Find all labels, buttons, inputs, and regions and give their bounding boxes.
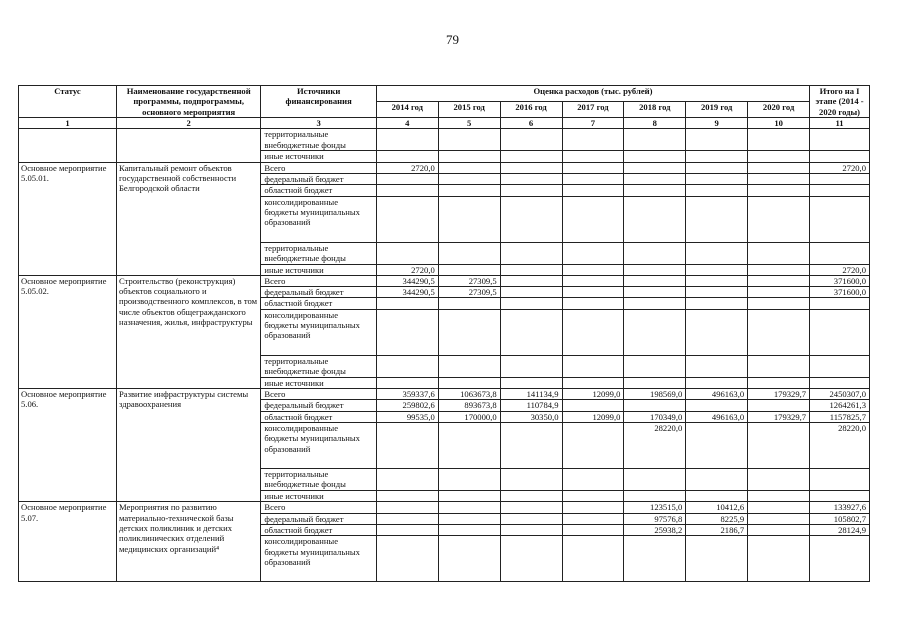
year-value-cell: [624, 242, 686, 264]
year-value-cell: [624, 162, 686, 173]
total-value-cell: [810, 536, 870, 582]
year-value-cell: [562, 377, 624, 388]
column-number: 3: [261, 117, 377, 128]
year-value-cell: [624, 536, 686, 582]
total-value-cell: 2720,0: [810, 264, 870, 275]
total-value-cell: 28220,0: [810, 423, 870, 469]
year-value-cell: [376, 513, 438, 524]
year-value-cell: [624, 469, 686, 491]
year-value-cell: 30350,0: [500, 411, 562, 422]
year-value-cell: [500, 491, 562, 502]
year-value-cell: [686, 151, 748, 162]
table-row: [19, 502, 870, 513]
year-value-cell: [562, 502, 624, 513]
year-value-cell: [438, 309, 500, 355]
year-value-cell: [376, 469, 438, 491]
funding-source-cell: иные источники: [261, 377, 377, 388]
header-year: 2020 год: [748, 101, 810, 117]
year-value-cell: [438, 513, 500, 524]
funding-source-cell: федеральный бюджет: [261, 287, 377, 298]
year-value-cell: [438, 536, 500, 582]
header-total: Итого на I этапе (2014 - 2020 годы): [810, 86, 870, 118]
year-value-cell: [438, 264, 500, 275]
year-value-cell: [686, 469, 748, 491]
year-value-cell: [562, 162, 624, 173]
year-value-cell: 2720,0: [376, 162, 438, 173]
year-value-cell: [624, 151, 686, 162]
funding-source-cell: консолидированные бюджеты муниципальных образований: [261, 423, 377, 469]
year-value-cell: 179329,7: [748, 411, 810, 422]
year-value-cell: [686, 491, 748, 502]
year-value-cell: [748, 400, 810, 411]
year-value-cell: 496163,0: [686, 411, 748, 422]
year-value-cell: [500, 196, 562, 242]
year-value-cell: [500, 469, 562, 491]
year-value-cell: [686, 129, 748, 151]
year-value-cell: 27309,5: [438, 275, 500, 286]
total-value-cell: 105802,7: [810, 513, 870, 524]
year-value-cell: [624, 264, 686, 275]
year-value-cell: [562, 151, 624, 162]
year-value-cell: [624, 287, 686, 298]
year-value-cell: [500, 287, 562, 298]
year-value-cell: [624, 491, 686, 502]
year-value-cell: 893673,8: [438, 400, 500, 411]
year-value-cell: [562, 491, 624, 502]
status-cell: Основное мероприятие 5.05.01.: [19, 162, 117, 275]
year-value-cell: [748, 287, 810, 298]
funding-source-cell: консолидированные бюджеты муниципальных образований: [261, 309, 377, 355]
year-value-cell: [562, 524, 624, 535]
year-value-cell: [438, 377, 500, 388]
year-value-cell: 344290,5: [376, 275, 438, 286]
program-name-cell: Развитие инфраструктуры системы здравоохранения: [116, 389, 260, 502]
year-value-cell: [748, 309, 810, 355]
funding-source-cell: Всего: [261, 389, 377, 400]
year-value-cell: 1063673,8: [438, 389, 500, 400]
year-value-cell: 170000,0: [438, 411, 500, 422]
funding-source-cell: консолидированные бюджеты муниципальных образований: [261, 196, 377, 242]
table-header: [19, 86, 870, 129]
status-cell: Основное мероприятие 5.05.02.: [19, 275, 117, 388]
total-value-cell: 371600,0: [810, 275, 870, 286]
header-year: 2017 год: [562, 101, 624, 117]
funding-source-cell: Всего: [261, 502, 377, 513]
year-value-cell: [376, 298, 438, 309]
year-value-cell: 12099,0: [562, 411, 624, 422]
year-value-cell: [376, 355, 438, 377]
funding-source-cell: территориальные внебюджетные фонды: [261, 469, 377, 491]
year-value-cell: [624, 275, 686, 286]
year-value-cell: [624, 355, 686, 377]
year-value-cell: [686, 309, 748, 355]
status-cell: Основное мероприятие 5.07.: [19, 502, 117, 582]
year-value-cell: [562, 536, 624, 582]
year-value-cell: [686, 423, 748, 469]
year-value-cell: [500, 185, 562, 196]
year-value-cell: [686, 287, 748, 298]
total-value-cell: 2450307,0: [810, 389, 870, 400]
year-value-cell: 123515,0: [624, 502, 686, 513]
year-value-cell: 259802,6: [376, 400, 438, 411]
year-value-cell: [748, 423, 810, 469]
year-value-cell: [624, 400, 686, 411]
year-value-cell: [376, 129, 438, 151]
year-value-cell: [500, 377, 562, 388]
total-value-cell: 2720,0: [810, 162, 870, 173]
year-value-cell: [500, 151, 562, 162]
year-value-cell: 179329,7: [748, 389, 810, 400]
year-value-cell: [376, 173, 438, 184]
year-value-cell: [376, 196, 438, 242]
year-value-cell: [438, 469, 500, 491]
program-name-cell: Капитальный ремонт объектов государственной собственности Белгородской области: [116, 162, 260, 275]
year-value-cell: [748, 196, 810, 242]
year-value-cell: [500, 264, 562, 275]
year-value-cell: [376, 309, 438, 355]
year-value-cell: [748, 536, 810, 582]
expense-table: [18, 85, 870, 582]
year-value-cell: [562, 242, 624, 264]
funding-source-cell: областной бюджет: [261, 185, 377, 196]
year-value-cell: [562, 173, 624, 184]
year-value-cell: [500, 536, 562, 582]
year-value-cell: [500, 309, 562, 355]
header-year: 2015 год: [438, 101, 500, 117]
header-year: 2018 год: [624, 101, 686, 117]
year-value-cell: [500, 513, 562, 524]
total-value-cell: 133927,6: [810, 502, 870, 513]
year-value-cell: 110784,9: [500, 400, 562, 411]
funding-source-cell: областной бюджет: [261, 524, 377, 535]
column-number: 8: [624, 117, 686, 128]
year-value-cell: [686, 242, 748, 264]
year-value-cell: 25938,2: [624, 524, 686, 535]
year-value-cell: [562, 423, 624, 469]
year-value-cell: [500, 173, 562, 184]
total-value-cell: [810, 377, 870, 388]
year-value-cell: 344290,5: [376, 287, 438, 298]
year-value-cell: [562, 287, 624, 298]
year-value-cell: [624, 185, 686, 196]
year-value-cell: [562, 185, 624, 196]
year-value-cell: [376, 185, 438, 196]
table-row: [19, 389, 870, 400]
year-value-cell: [500, 275, 562, 286]
year-value-cell: [562, 400, 624, 411]
column-number: 11: [810, 117, 870, 128]
year-value-cell: [376, 242, 438, 264]
year-value-cell: 28220,0: [624, 423, 686, 469]
year-value-cell: [562, 309, 624, 355]
year-value-cell: [562, 298, 624, 309]
year-value-cell: [438, 129, 500, 151]
year-value-cell: 10412,6: [686, 502, 748, 513]
year-value-cell: [500, 502, 562, 513]
year-value-cell: [376, 151, 438, 162]
total-value-cell: 1264261,3: [810, 400, 870, 411]
total-value-cell: [810, 355, 870, 377]
year-value-cell: [686, 400, 748, 411]
year-value-cell: [376, 423, 438, 469]
total-value-cell: [810, 242, 870, 264]
year-value-cell: [686, 275, 748, 286]
year-value-cell: [748, 502, 810, 513]
year-value-cell: [748, 264, 810, 275]
status-cell: [19, 129, 117, 162]
year-value-cell: [748, 185, 810, 196]
total-value-cell: [810, 196, 870, 242]
year-value-cell: [748, 162, 810, 173]
year-value-cell: 496163,0: [686, 389, 748, 400]
year-value-cell: [500, 242, 562, 264]
year-value-cell: [686, 162, 748, 173]
header-status: Статус: [19, 86, 117, 118]
year-value-cell: [500, 355, 562, 377]
year-value-cell: [562, 469, 624, 491]
total-value-cell: [810, 151, 870, 162]
year-value-cell: [686, 264, 748, 275]
table-row: [19, 129, 870, 151]
year-value-cell: [438, 196, 500, 242]
year-value-cell: [438, 524, 500, 535]
total-value-cell: [810, 469, 870, 491]
year-value-cell: [748, 242, 810, 264]
year-value-cell: [438, 173, 500, 184]
year-value-cell: [748, 151, 810, 162]
column-number: 2: [116, 117, 260, 128]
year-value-cell: [438, 162, 500, 173]
year-value-cell: [748, 173, 810, 184]
year-value-cell: [748, 298, 810, 309]
column-number: 1: [19, 117, 117, 128]
column-number: 7: [562, 117, 624, 128]
year-value-cell: [562, 513, 624, 524]
funding-source-cell: федеральный бюджет: [261, 400, 377, 411]
program-name-cell: Строительство (реконструкция) объектов социального и производственного комплексов, в том числе объектов общегражданского назначения, жилья, инфраструктуры: [116, 275, 260, 388]
year-value-cell: [500, 524, 562, 535]
funding-source-cell: иные источники: [261, 151, 377, 162]
year-value-cell: 27309,5: [438, 287, 500, 298]
funding-source-cell: федеральный бюджет: [261, 173, 377, 184]
year-value-cell: [376, 502, 438, 513]
year-value-cell: [438, 298, 500, 309]
year-value-cell: 198569,0: [624, 389, 686, 400]
year-value-cell: [748, 355, 810, 377]
column-number: 4: [376, 117, 438, 128]
total-value-cell: [810, 309, 870, 355]
total-value-cell: 371600,0: [810, 287, 870, 298]
year-value-cell: [686, 298, 748, 309]
year-value-cell: [748, 491, 810, 502]
program-name-cell: [116, 129, 260, 162]
header-year: 2014 год: [376, 101, 438, 117]
funding-source-cell: территориальные внебюджетные фонды: [261, 242, 377, 264]
table-row: [19, 162, 870, 173]
year-value-cell: [500, 298, 562, 309]
year-value-cell: [686, 355, 748, 377]
funding-source-cell: областной бюджет: [261, 411, 377, 422]
year-value-cell: [376, 491, 438, 502]
header-year: 2019 год: [686, 101, 748, 117]
header-year: 2016 год: [500, 101, 562, 117]
year-value-cell: [748, 524, 810, 535]
year-value-cell: [376, 377, 438, 388]
year-value-cell: [562, 129, 624, 151]
year-value-cell: [562, 275, 624, 286]
year-value-cell: [686, 185, 748, 196]
year-value-cell: [624, 377, 686, 388]
year-value-cell: [624, 129, 686, 151]
header-name: Наименование государственной программы, подпрограммы, основного мероприятия: [116, 86, 260, 118]
year-value-cell: 170349,0: [624, 411, 686, 422]
year-value-cell: [624, 298, 686, 309]
year-value-cell: [438, 502, 500, 513]
year-value-cell: [748, 469, 810, 491]
year-value-cell: [376, 524, 438, 535]
year-value-cell: [562, 196, 624, 242]
year-value-cell: [438, 491, 500, 502]
total-value-cell: 28124,9: [810, 524, 870, 535]
year-value-cell: 2720,0: [376, 264, 438, 275]
funding-source-cell: Всего: [261, 275, 377, 286]
header-source: Источники финансирования: [261, 86, 377, 118]
year-value-cell: 359337,6: [376, 389, 438, 400]
year-value-cell: [624, 173, 686, 184]
total-value-cell: [810, 185, 870, 196]
year-value-cell: [562, 264, 624, 275]
total-value-cell: [810, 129, 870, 151]
funding-source-cell: иные источники: [261, 491, 377, 502]
header-estimate: Оценка расходов (тыс. рублей): [376, 86, 809, 102]
year-value-cell: [500, 162, 562, 173]
total-value-cell: [810, 298, 870, 309]
year-value-cell: [376, 536, 438, 582]
year-value-cell: 99535,0: [376, 411, 438, 422]
year-value-cell: [748, 377, 810, 388]
year-value-cell: 12099,0: [562, 389, 624, 400]
year-value-cell: [438, 242, 500, 264]
year-value-cell: [438, 151, 500, 162]
year-value-cell: [686, 377, 748, 388]
table-body: [19, 129, 870, 582]
column-number: 9: [686, 117, 748, 128]
column-number: 6: [500, 117, 562, 128]
year-value-cell: [686, 196, 748, 242]
year-value-cell: [624, 309, 686, 355]
year-value-cell: 97576,8: [624, 513, 686, 524]
funding-source-cell: Всего: [261, 162, 377, 173]
total-value-cell: [810, 173, 870, 184]
year-value-cell: 141134,9: [500, 389, 562, 400]
column-number: 10: [748, 117, 810, 128]
year-value-cell: [500, 129, 562, 151]
year-value-cell: [748, 129, 810, 151]
year-value-cell: [438, 423, 500, 469]
funding-source-cell: иные источники: [261, 264, 377, 275]
total-value-cell: [810, 491, 870, 502]
year-value-cell: [748, 513, 810, 524]
funding-source-cell: консолидированные бюджеты муниципальных образований: [261, 536, 377, 582]
year-value-cell: [562, 355, 624, 377]
year-value-cell: [438, 355, 500, 377]
year-value-cell: 8225,9: [686, 513, 748, 524]
year-value-cell: [686, 536, 748, 582]
page-number: 79: [446, 32, 459, 47]
year-value-cell: 2186,7: [686, 524, 748, 535]
total-value-cell: 1157825,7: [810, 411, 870, 422]
year-value-cell: [624, 196, 686, 242]
funding-source-cell: областной бюджет: [261, 298, 377, 309]
funding-source-cell: федеральный бюджет: [261, 513, 377, 524]
year-value-cell: [438, 185, 500, 196]
year-value-cell: [748, 275, 810, 286]
column-number: 5: [438, 117, 500, 128]
year-value-cell: [500, 423, 562, 469]
status-cell: Основное мероприятие 5.06.: [19, 389, 117, 502]
table-row: [19, 275, 870, 286]
header-column-numbers: [19, 117, 870, 128]
funding-source-cell: территориальные внебюджетные фонды: [261, 355, 377, 377]
funding-source-cell: территориальные внебюджетные фонды: [261, 129, 377, 151]
program-name-cell: Мероприятия по развитию материально-технической базы детских поликлиник и детских поликлинических отделений медицинских организаций⁴: [116, 502, 260, 582]
year-value-cell: [686, 173, 748, 184]
